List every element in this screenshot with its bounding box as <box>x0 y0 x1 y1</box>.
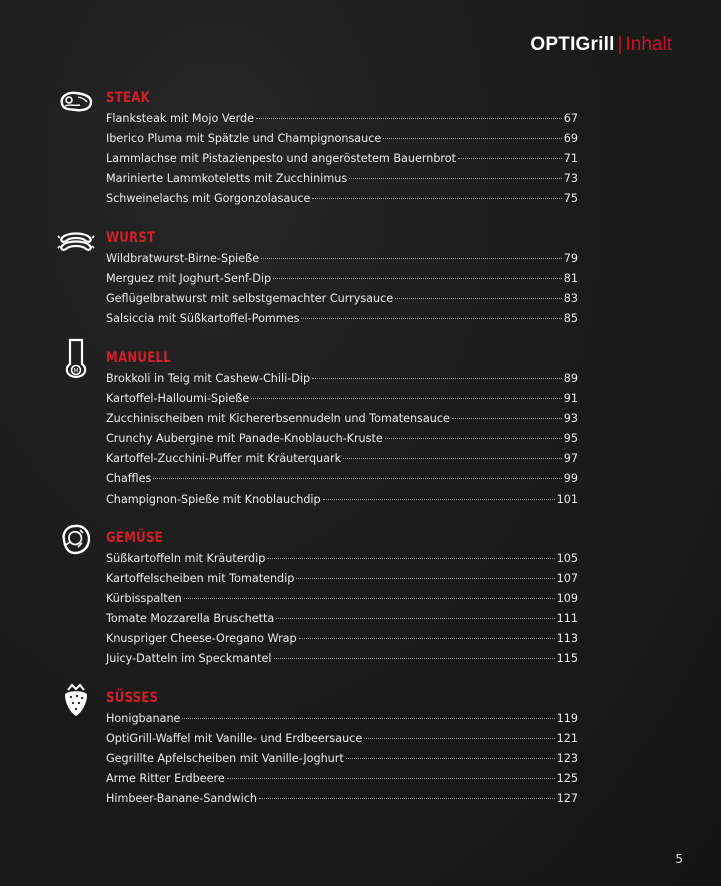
toc-entry[interactable]: Juicy-Datteln im Speckmantel 115 <box>106 652 578 666</box>
toc-entry[interactable]: Flanksteak mit Mojo Verde 67 <box>106 112 578 125</box>
page-header <box>530 34 672 56</box>
toc-entry[interactable]: Kartoffel-Zucchini-Puffer mit Kräuterquark 97 <box>106 452 578 466</box>
toc-entry[interactable]: Arme Ritter Erdbeere 125 <box>106 772 578 786</box>
thermometer-icon <box>56 336 96 380</box>
toc-entry[interactable]: Knuspriger Cheese-Oregano Wrap 113 <box>106 632 578 646</box>
toc-entry[interactable]: Geflügelbratwurst mit selbstgemachter Currysauce 83 <box>106 292 578 306</box>
toc-entry[interactable]: Wildbratwurst-Birne-Spieße 79 <box>106 252 578 265</box>
toc-entry[interactable]: OptiGrill-Waffel mit Vanille- und Erdbeersauce 121 <box>106 732 578 746</box>
steak-icon <box>56 84 96 120</box>
toc-entry[interactable]: Lammlachse mit Pistazienpesto und angeröstetem Bauernbrot 71 <box>106 152 578 166</box>
section-suesses <box>56 690 578 812</box>
toc-entry[interactable]: Zucchinischeiben mit Kichererbsennudeln und Tomatensauce 93 <box>106 412 578 426</box>
section-wurst <box>56 230 578 332</box>
toc-entry[interactable]: Kürbisspalten 109 <box>106 592 578 606</box>
toc-entry[interactable]: Schweinelachs mit Gorgonzolasauce 75 <box>106 192 578 206</box>
section-steak <box>56 90 578 212</box>
section-title: MANUELL <box>106 350 172 366</box>
section-title: SÜSSES <box>106 690 159 706</box>
toc-entry[interactable]: Salsiccia mit Süßkartoffel-Pommes 85 <box>106 312 578 326</box>
toc-entry[interactable]: Chaffles 99 <box>106 472 578 486</box>
toc-entry[interactable]: Kartoffel-Halloumi-Spieße 91 <box>106 392 578 406</box>
section-title: STEAK <box>106 90 151 106</box>
toc-entry[interactable]: Süßkartoffeln mit Kräuterdip 105 <box>106 552 578 565</box>
section-manuell <box>56 350 578 513</box>
section-title: WURST <box>106 230 156 246</box>
strawberry-icon <box>56 678 96 720</box>
svg-text:M: M <box>73 367 79 375</box>
toc-entry[interactable]: Merguez mit Joghurt-Senf-Dip 81 <box>106 272 578 286</box>
toc-entry[interactable]: Himbeer-Banane-Sandwich 127 <box>106 792 578 806</box>
section-title: GEMÜSE <box>106 530 163 546</box>
vegetables-icon <box>56 520 96 560</box>
brand-logo: OPTIGrill <box>530 34 615 55</box>
sausage-icon <box>56 224 96 260</box>
section-gemuese <box>56 530 578 673</box>
page-number: 5 <box>675 852 683 866</box>
toc-entry[interactable]: Honigbanane 119 <box>106 712 578 725</box>
toc-entry[interactable]: Tomate Mozzarella Bruschetta 111 <box>106 612 578 626</box>
toc-entry[interactable]: Brokkoli in Teig mit Cashew-Chili-Dip 89 <box>106 372 578 385</box>
toc-entry[interactable]: Kartoffelscheiben mit Tomatendip 107 <box>106 572 578 586</box>
toc-entry[interactable]: Crunchy Aubergine mit Panade-Knoblauch-Kruste 95 <box>106 432 578 446</box>
toc-entry[interactable]: Iberico Pluma mit Spätzle und Champignonsauce 69 <box>106 132 578 146</box>
header-separator: | <box>617 34 623 55</box>
header-section: Inhalt <box>625 34 672 55</box>
toc-entry[interactable]: Gegrillte Apfelscheiben mit Vanille-Joghurt 123 <box>106 752 578 766</box>
toc-entry[interactable]: Champignon-Spieße mit Knoblauchdip 101 <box>106 492 578 506</box>
toc-entry[interactable]: Marinierte Lammkoteletts mit Zucchinimus 73 <box>106 172 578 186</box>
